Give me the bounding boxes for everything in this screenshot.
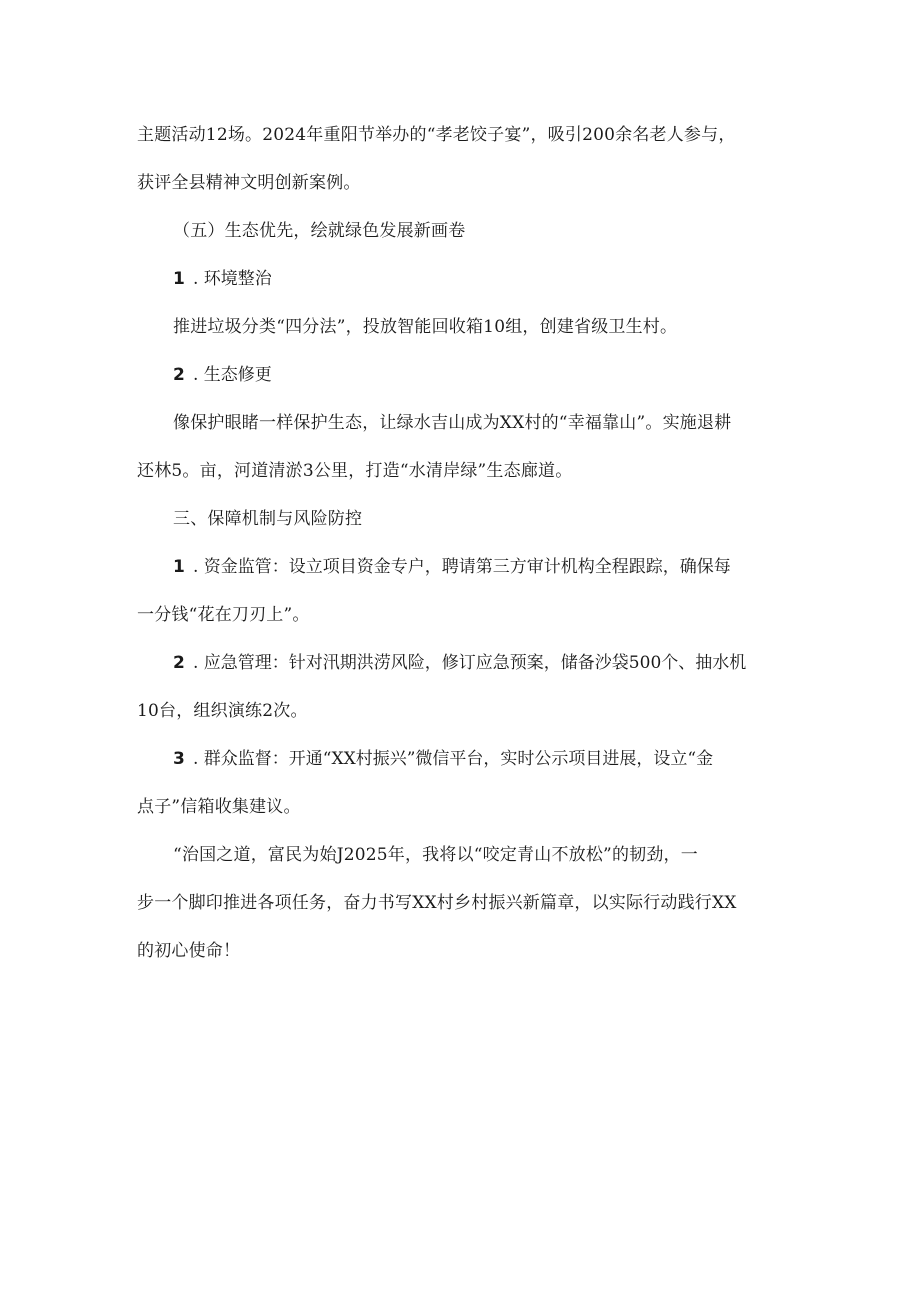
paragraph-line: . 资金监管：设立项目资金专户，聘请第三方审计机构全程跟踪，确保每: [193, 557, 731, 577]
paragraph-line: 还林5。亩，河道清淤3公里，打造“水清岸绿”生态廊道。: [137, 461, 573, 481]
paragraph-line: 获评全县精神文明创新案例。: [137, 173, 361, 193]
paragraph-line: 10台，组织演练2次。: [137, 701, 308, 721]
section-heading-5: （五）生态优先，绘就绿色发展新画卷: [173, 221, 466, 241]
paragraph-line: 一分钱“花在刀刃上”。: [137, 605, 310, 625]
paragraph-line: . 应急管理：针对汛期洪涝风险，修订应急预案，储备沙袋500个、抽水机: [193, 653, 747, 673]
paragraph-line: 步一个脚印推进各项任务，奋力书写XX村乡村振兴新篇章，以实际行动践行XX: [137, 893, 737, 913]
measure-number: 2: [173, 653, 185, 673]
item-number: 1: [173, 269, 185, 289]
measure-number: 1: [173, 557, 185, 577]
paragraph-line: . 群众监督：开通“XX村振兴”微信平台，实时公示项目进展，设立“金: [193, 749, 714, 769]
measure-number: 3: [173, 749, 185, 769]
paragraph-line: 点子”信箱收集建议。: [137, 797, 301, 817]
paragraph-line: 的初心使命！: [137, 941, 241, 961]
paragraph-line: “治国之道，富民为始J2025年，我将以“咬定青山不放松”的韧劲，一: [173, 845, 698, 865]
item-title: . 生态修更: [193, 365, 272, 385]
paragraph-line: 推进垃圾分类“四分法”，投放智能回收箱10组，创建省级卫生村。: [173, 317, 678, 337]
paragraph-line: 主题活动12场。2024年重阳节举办的“孝老饺子宴”，吸引200余名老人参与，: [137, 125, 736, 145]
paragraph-line: 像保护眼睹一样保护生态，让绿水吉山成为XX村的“幸福靠山”。实施退耕: [173, 413, 732, 433]
item-number: 2: [173, 365, 185, 385]
section-heading-3: 三、保障机制与风险防控: [173, 509, 363, 529]
item-title: . 环境整治: [193, 269, 272, 289]
